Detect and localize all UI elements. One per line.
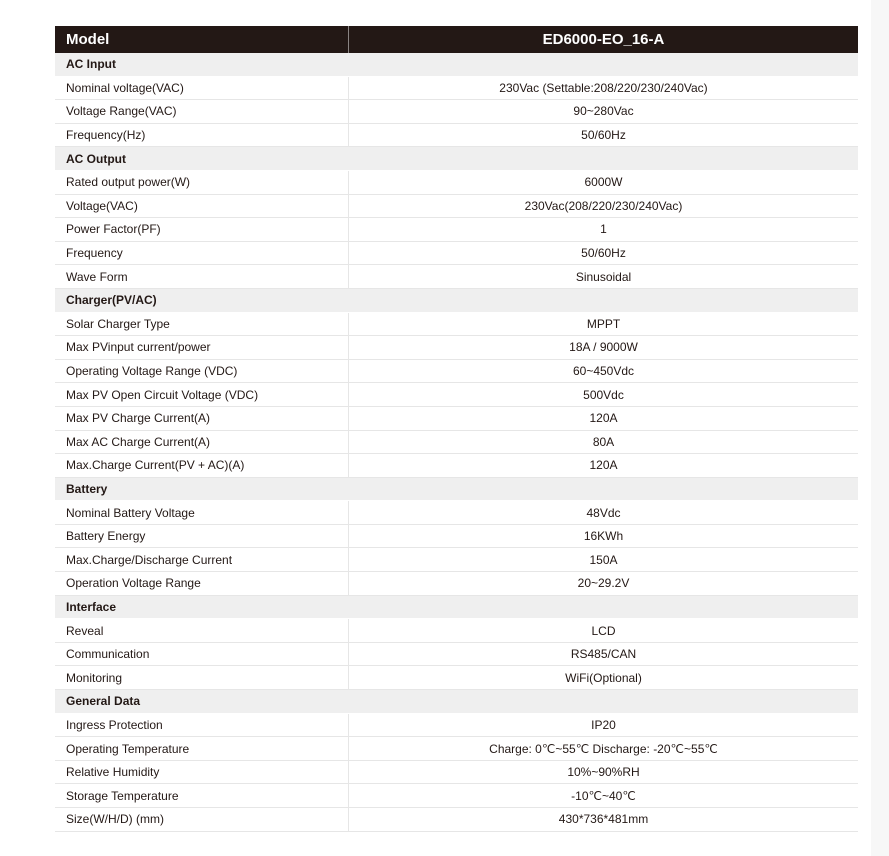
spec-label: Relative Humidity xyxy=(55,760,349,784)
spec-label: Max.Charge/Discharge Current xyxy=(55,548,349,572)
table-row xyxy=(55,737,858,761)
spec-label: Voltage Range(VAC) xyxy=(55,100,349,124)
section-title: Interface xyxy=(55,595,858,619)
table-row xyxy=(55,808,858,832)
spec-label: Max PV Charge Current(A) xyxy=(55,406,349,430)
spec-label: Ingress Protection xyxy=(55,713,349,737)
section-row xyxy=(55,53,858,76)
spec-label: Operating Temperature xyxy=(55,737,349,761)
spec-value: 60~450Vdc xyxy=(349,359,859,383)
table-row xyxy=(55,548,858,572)
spec-label: Communication xyxy=(55,642,349,666)
section-row xyxy=(55,147,858,171)
spec-value: 90~280Vac xyxy=(349,100,859,124)
spec-value: 120A xyxy=(349,406,859,430)
spec-label: Nominal voltage(VAC) xyxy=(55,76,349,100)
table-row xyxy=(55,241,858,265)
section-title: Charger(PV/AC) xyxy=(55,288,858,312)
spec-value: 120A xyxy=(349,454,859,478)
spec-label: Operation Voltage Range xyxy=(55,572,349,596)
table-row xyxy=(55,359,858,383)
spec-value: 6000W xyxy=(349,170,859,194)
spec-value: LCD xyxy=(349,619,859,643)
section-row xyxy=(55,595,858,619)
table-row xyxy=(55,76,858,100)
spec-value: 80A xyxy=(349,430,859,454)
spec-value: 1 xyxy=(349,218,859,242)
spec-value: 50/60Hz xyxy=(349,241,859,265)
spec-label: Reveal xyxy=(55,619,349,643)
table-row xyxy=(55,312,858,336)
spec-body xyxy=(55,53,858,831)
spec-label: Battery Energy xyxy=(55,524,349,548)
spec-value: Charge: 0℃~55℃ Discharge: -20℃~55℃ xyxy=(349,737,859,761)
spec-value: 20~29.2V xyxy=(349,572,859,596)
table-row xyxy=(55,760,858,784)
table-row xyxy=(55,123,858,147)
table-row xyxy=(55,642,858,666)
spec-value: -10℃~40℃ xyxy=(349,784,859,808)
table-row xyxy=(55,524,858,548)
spec-value: 500Vdc xyxy=(349,383,859,407)
spec-table xyxy=(55,26,858,832)
table-row xyxy=(55,336,858,360)
table-row xyxy=(55,666,858,690)
section-title: General Data xyxy=(55,690,858,714)
spec-value: 48Vdc xyxy=(349,501,859,525)
header-row xyxy=(55,26,858,53)
spec-label: Operating Voltage Range (VDC) xyxy=(55,359,349,383)
spec-value: IP20 xyxy=(349,713,859,737)
table-row xyxy=(55,383,858,407)
spec-label: Max PVinput current/power xyxy=(55,336,349,360)
section-title: AC Input xyxy=(55,53,858,76)
spec-label: Frequency(Hz) xyxy=(55,123,349,147)
spec-label: Rated output power(W) xyxy=(55,170,349,194)
spec-value: RS485/CAN xyxy=(349,642,859,666)
section-title: Battery xyxy=(55,477,858,501)
section-title: AC Output xyxy=(55,147,858,171)
spec-value: 18A / 9000W xyxy=(349,336,859,360)
spec-label: Max PV Open Circuit Voltage (VDC) xyxy=(55,383,349,407)
page-edge xyxy=(871,0,889,856)
spec-label: Monitoring xyxy=(55,666,349,690)
section-row xyxy=(55,477,858,501)
table-row xyxy=(55,501,858,525)
spec-value: 430*736*481mm xyxy=(349,808,859,832)
table-row xyxy=(55,454,858,478)
spec-label: Nominal Battery Voltage xyxy=(55,501,349,525)
table-row xyxy=(55,265,858,289)
model-name: ED6000-EO_16-A xyxy=(349,26,859,53)
spec-value: 230Vac(208/220/230/240Vac) xyxy=(349,194,859,218)
spec-label: Solar Charger Type xyxy=(55,312,349,336)
table-row xyxy=(55,430,858,454)
model-label: Model xyxy=(55,26,349,53)
spec-value: Sinusoidal xyxy=(349,265,859,289)
spec-value: 10%~90%RH xyxy=(349,760,859,784)
spec-value: 16KWh xyxy=(349,524,859,548)
spec-label: Power Factor(PF) xyxy=(55,218,349,242)
table-row xyxy=(55,100,858,124)
spec-value: 230Vac (Settable:208/220/230/240Vac) xyxy=(349,76,859,100)
spec-value: WiFi(Optional) xyxy=(349,666,859,690)
table-row xyxy=(55,406,858,430)
table-row xyxy=(55,619,858,643)
table-row xyxy=(55,194,858,218)
section-row xyxy=(55,288,858,312)
spec-label: Max AC Charge Current(A) xyxy=(55,430,349,454)
spec-value: 150A xyxy=(349,548,859,572)
spec-label: Size(W/H/D) (mm) xyxy=(55,808,349,832)
spec-label: Wave Form xyxy=(55,265,349,289)
spec-label: Max.Charge Current(PV + AC)(A) xyxy=(55,454,349,478)
spec-label: Voltage(VAC) xyxy=(55,194,349,218)
spec-value: 50/60Hz xyxy=(349,123,859,147)
spec-value: MPPT xyxy=(349,312,859,336)
table-row xyxy=(55,572,858,596)
table-row xyxy=(55,218,858,242)
spec-label: Frequency xyxy=(55,241,349,265)
table-row xyxy=(55,170,858,194)
table-row xyxy=(55,784,858,808)
table-row xyxy=(55,713,858,737)
section-row xyxy=(55,690,858,714)
spec-label: Storage Temperature xyxy=(55,784,349,808)
